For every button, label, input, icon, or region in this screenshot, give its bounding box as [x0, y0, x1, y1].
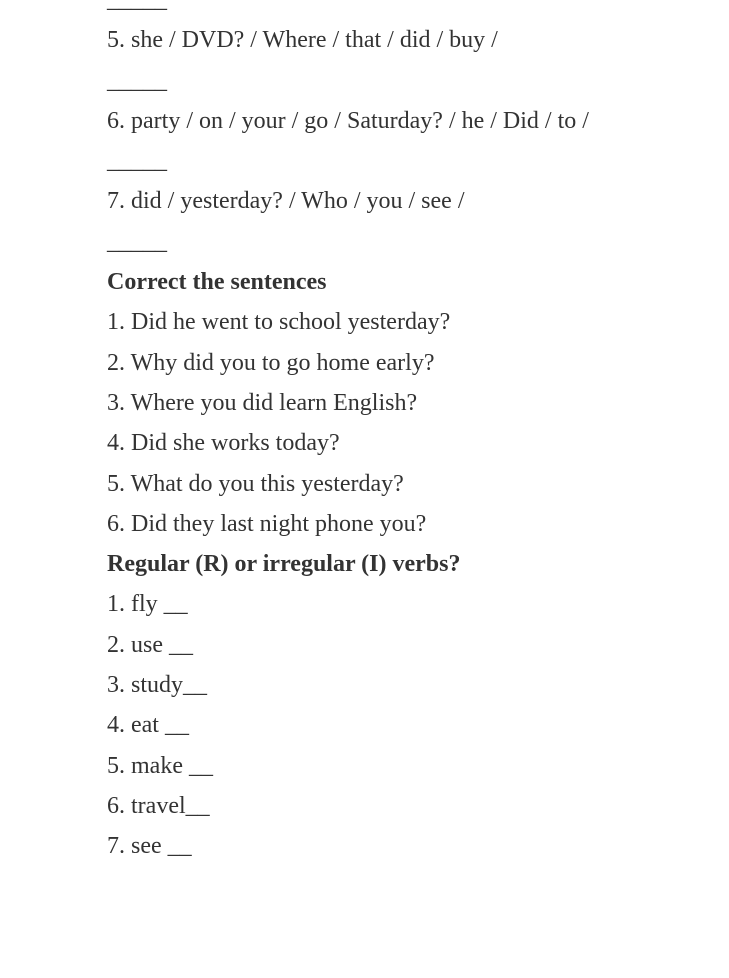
verb-item-6: 6. travel__ — [107, 792, 210, 819]
correct-item-6: 6. Did they last night phone you? — [107, 510, 427, 537]
answer-blank: _____ — [107, 228, 167, 255]
correct-item-3: 3. Where you did learn English? — [107, 389, 418, 416]
unscramble-item-6: 6. party / on / your / go / Saturday? / he / Did / to / — [107, 107, 589, 134]
verb-item-1: 1. fly __ — [107, 591, 188, 618]
verb-item-2: 2. use __ — [107, 631, 193, 658]
correct-item-4: 4. Did she works today? — [107, 430, 340, 457]
unscramble-item-5: 5. she / DVD? / Where / that / did / buy / — [107, 27, 498, 54]
section-heading-verbs: Regular (R) or irregular (I) verbs? — [107, 551, 461, 578]
worksheet-page — [107, 0, 707, 867]
verb-item-4: 4. eat __ — [107, 712, 189, 739]
answer-blank: _____ — [107, 67, 167, 94]
correct-item-1: 1. Did he went to school yesterday? — [107, 309, 451, 336]
correct-item-5: 5. What do you this yesterday? — [107, 470, 404, 497]
verb-item-3: 3. study__ — [107, 672, 208, 699]
section-heading-correct: Correct the sentences — [107, 269, 327, 296]
verb-item-7: 7. see __ — [107, 833, 192, 860]
answer-blank: _____ — [107, 148, 167, 175]
verb-item-5: 5. make __ — [107, 752, 213, 779]
answer-blank: _____ — [107, 0, 167, 13]
unscramble-item-7: 7. did / yesterday? / Who / you / see / — [107, 188, 465, 215]
correct-item-2: 2. Why did you to go home early? — [107, 349, 435, 376]
